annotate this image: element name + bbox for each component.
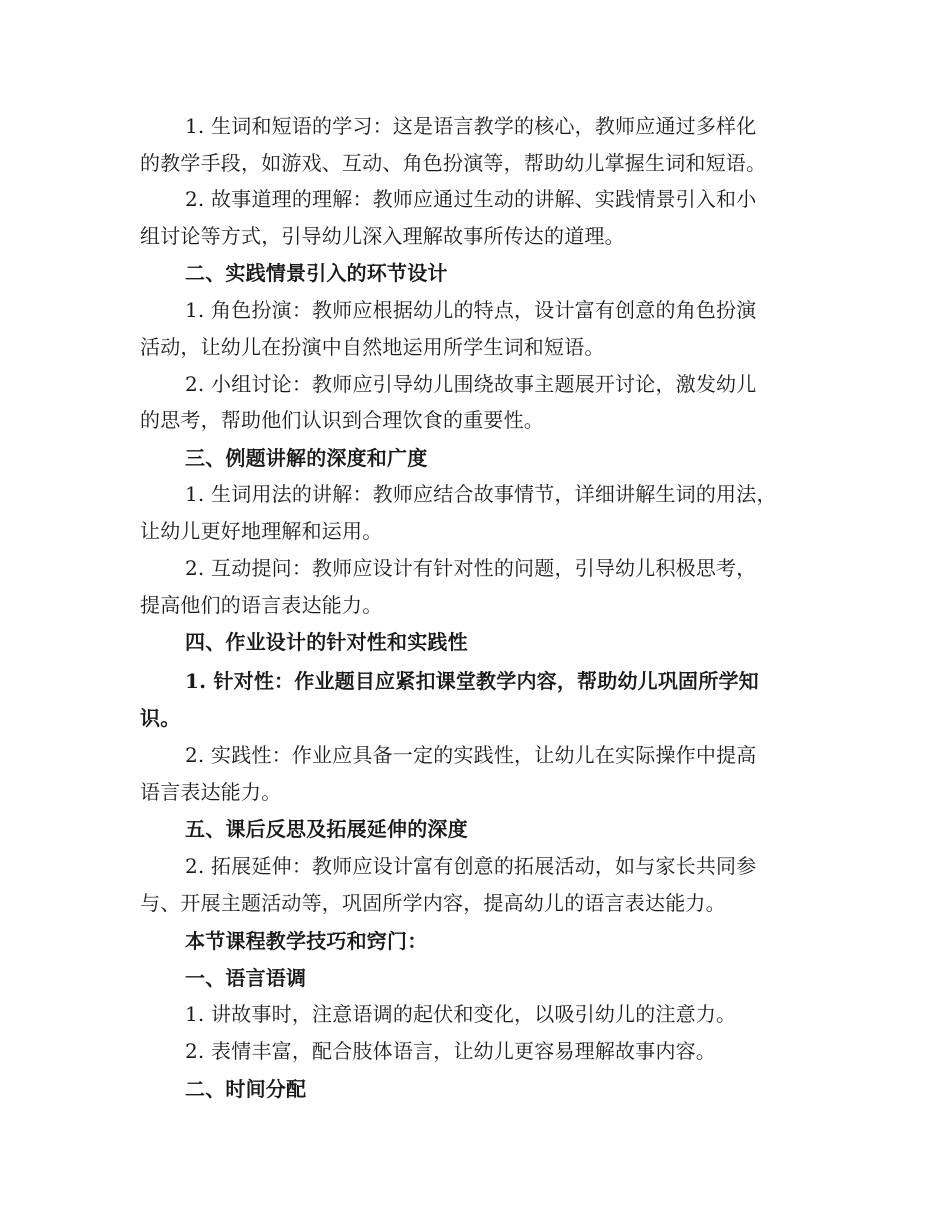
section-heading: 五、课后反思及拓展延伸的深度 [185, 817, 468, 841]
section-heading: 一、语言语调 [185, 966, 307, 990]
section-heading: 二、时间分配 [185, 1077, 307, 1101]
paragraph-line: 1. 讲故事时，注意语调的起伏和变化，以吸引幼儿的注意力。 [185, 1002, 737, 1026]
section-heading: 三、例题讲解的深度和广度 [185, 446, 428, 470]
paragraph-line: 2. 故事道理的理解：教师应通过生动的讲解、实践情景引入和小 [185, 187, 757, 211]
paragraph-line: 让幼儿更好地理解和运用。 [140, 519, 383, 543]
paragraph-line: 与、开展主题活动等，巩固所学内容，提高幼儿的语言表达能力。 [140, 891, 726, 915]
paragraph-line: 2. 实践性：作业应具备一定的实践性，让幼儿在实际操作中提高 [185, 743, 757, 767]
paragraph-line-bold: 识。 [140, 706, 181, 730]
paragraph-line: 组讨论等方式，引导幼儿深入理解故事所传达的道理。 [140, 224, 625, 248]
paragraph-line: 2. 互动提问：教师应设计有针对性的问题，引导幼儿积极思考， [185, 556, 757, 580]
paragraph-line: 2. 拓展延伸：教师应设计富有创意的拓展活动，如与家长共同参 [185, 854, 757, 878]
paragraph-line-bold: 1. 针对性：作业题目应紧扣课堂教学内容，帮助幼儿巩固所学知 [185, 669, 759, 693]
paragraph-line: 语言表达能力。 [140, 780, 282, 804]
paragraph-line: 1. 角色扮演：教师应根据幼儿的特点，设计富有创意的角色扮演 [185, 298, 757, 322]
paragraph-line: 提高他们的语言表达能力。 [140, 593, 383, 617]
paragraph-line: 2. 表情丰富，配合肢体语言，让幼儿更容易理解故事内容。 [185, 1039, 717, 1063]
paragraph-line: 的思考，帮助他们认识到合理饮食的重要性。 [140, 408, 544, 432]
section-heading: 四、作业设计的针对性和实践性 [185, 630, 468, 654]
paragraph-line: 的教学手段，如游戏、互动、角色扮演等，帮助幼儿掌握生词和短语。 [140, 151, 767, 175]
paragraph-line: 活动，让幼儿在扮演中自然地运用所学生词和短语。 [140, 335, 605, 359]
paragraph-line: 1. 生词和短语的学习：这是语言教学的核心，教师应通过多样化 [185, 114, 757, 138]
subsection-heading: 本节课程教学技巧和窍门： [185, 929, 428, 953]
paragraph-line: 2. 小组讨论：教师应引导幼儿围绕故事主题展开讨论，激发幼儿 [185, 372, 757, 396]
section-heading: 二、实践情景引入的环节设计 [185, 261, 448, 285]
paragraph-line: 1. 生词用法的讲解：教师应结合故事情节，详细讲解生词的用法， [185, 482, 777, 506]
